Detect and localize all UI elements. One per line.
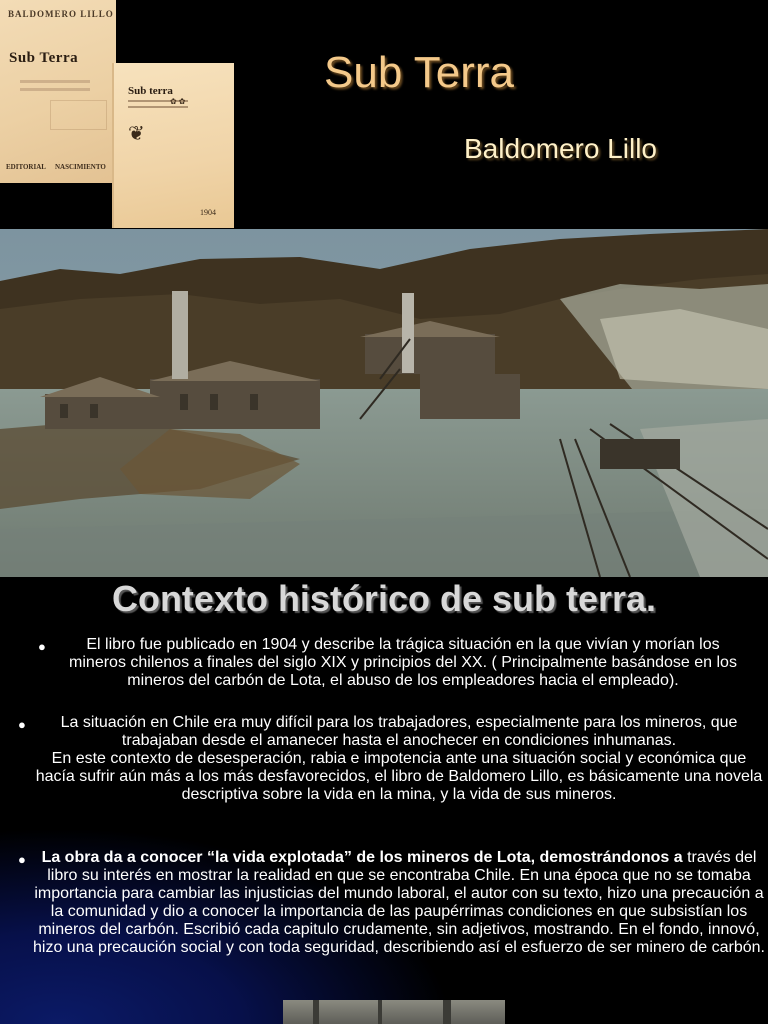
- book-cover-year: 1904: [200, 208, 216, 217]
- coal-mine-photo: [0, 229, 768, 577]
- bullet-item: [30, 714, 768, 804]
- bullet-text: El libro fue publicado en 1904 y describe la trágica situación en la que vivían y morían los mineros chilenos a finales del siglo XIX y principios del XX. ( Principalmente basándose en los mineros del carbón de Lota, el abuso de los empleadores hacia el empleado).: [69, 636, 737, 689]
- bullet-continuation: En este contexto de desesperación, rabia e impotencia ante una situación social y económica que hacía sufrir aún más a los más desfavorecidos, el libro de Baldomero Lillo, es básicamente una novela descriptiva sobre la vida en la mina, y la vida de sus mineros.: [35, 750, 763, 803]
- book-cover-title: Sub Terra: [9, 50, 79, 66]
- book-cover-ornament-icon: ❦: [128, 123, 145, 145]
- bullet-lead: La obra da a conocer “la vida explotada” de los mineros de Lota, demostrándonos a: [41, 849, 683, 866]
- bullet-dot-icon: ●: [18, 852, 26, 867]
- book-cover-author: BALDOMERO LILLO: [8, 9, 114, 19]
- book-cover-publisher-left: EDITORIAL: [6, 163, 46, 171]
- bullet-item: [58, 636, 748, 690]
- book-cover-subtitle-lines: [128, 100, 188, 112]
- bullet-dot-icon: ●: [18, 717, 26, 732]
- book-cover-stamp: [50, 100, 107, 130]
- bullet-text: La situación en Chile era muy difícil para los trabajadores, especialmente para los mineros, que trabajaban desde el amanecer hasta el anochecer en condiciones inhumanas.: [60, 714, 738, 749]
- slide-title: Sub Terra: [324, 48, 514, 97]
- book-cover-nascimiento: [0, 0, 116, 183]
- book-cover-title: Sub terra: [128, 85, 173, 97]
- bullet-dot-icon: ●: [38, 639, 46, 654]
- slide-author: Baldomero Lillo: [464, 133, 657, 164]
- book-cover-1904: [112, 63, 234, 228]
- bullet-text: través del libro su interés en mostrar la realidad en que se encontraba Chile. En una época que no se tomaba importancia para cambiar las injusticias del mundo laboral, el autor con su texto, hizo una precaución a la comunidad y dio a conocer la importancia de las paupérrimas condiciones en que subsistían los mineros del carbón. Escribió cada capitulo crudamente, sin adjetivos, mostrando. En el fondo, innovó, hizo una precaución social y con toda seguridad, describiendo así el esfuerzo de ser minero de carbón.: [33, 849, 765, 956]
- book-cover-subtitle-lines: [20, 80, 90, 96]
- section-heading: Contexto histórico de sub terra.: [111, 578, 657, 619]
- bottom-photo-strip: [283, 1000, 505, 1024]
- bullet-item: [30, 849, 768, 957]
- book-cover-publisher-right: NASCIMIENTO: [55, 163, 106, 171]
